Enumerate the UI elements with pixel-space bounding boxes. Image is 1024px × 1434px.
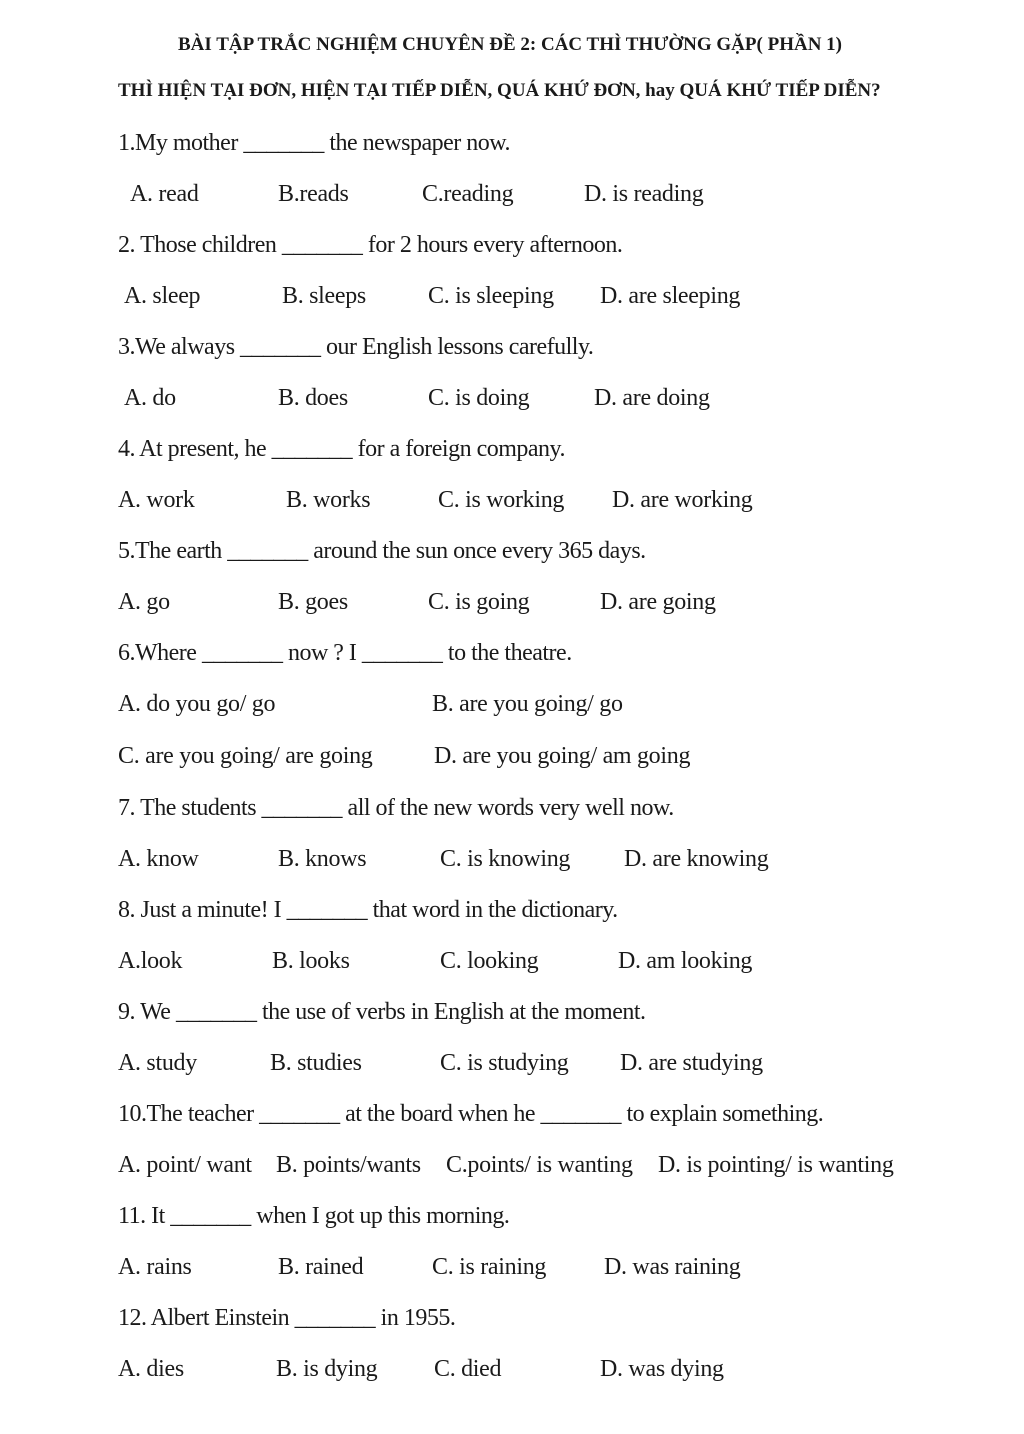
question-8: 8. Just a minute! I _______ that word in the dictionary. [118,897,618,923]
q2-option-c: C. is sleeping [428,283,554,309]
question-6: 6.Where _______ now ? I _______ to the theatre. [118,640,572,666]
q2-option-b: B. sleeps [282,283,366,309]
q11-option-a: A. rains [118,1254,192,1280]
q11-option-b: B. rained [278,1254,364,1280]
q11-option-c: C. is raining [432,1254,547,1280]
q8-option-b: B. looks [272,948,350,974]
question-5: 5.The earth _______ around the sun once every 365 days. [118,538,646,564]
q7-option-c: C. is knowing [440,846,571,872]
q10-option-c: C.points/ is wanting [446,1152,633,1178]
question-10: 10.The teacher _______ at the board when he _______ to explain something. [118,1101,824,1127]
q6-option-c: C. are you going/ are going [118,743,373,769]
q6-option-b: B. are you going/ go [432,691,623,717]
question-9: 9. We _______ the use of verbs in English at the moment. [118,999,646,1025]
q5-option-a: A. go [118,589,170,615]
worksheet-title: BÀI TẬP TRẮC NGHIỆM CHUYÊN ĐỀ 2: CÁC THÌ THƯỜNG GẶP( PHẦN 1) [178,34,842,55]
q3-option-d: D. are doing [594,385,710,411]
q5-option-d: D. are going [600,589,716,615]
question-7: 7. The students _______ all of the new words very well now. [118,795,674,821]
q8-option-d: D. am looking [618,948,753,974]
q2-option-a: A. sleep [124,283,201,309]
question-12: 12. Albert Einstein _______ in 1955. [118,1305,456,1331]
q9-option-c: C. is studying [440,1050,569,1076]
question-1: 1.My mother _______ the newspaper now. [118,130,511,156]
q8-option-c: C. looking [440,948,539,974]
q1-option-b: B.reads [278,181,349,207]
q6-option-a: A. do you go/ go [118,691,276,717]
q7-option-b: B. knows [278,846,367,872]
q12-option-c: C. died [434,1356,502,1382]
q5-option-b: B. goes [278,589,348,615]
q12-option-a: A. dies [118,1356,184,1382]
question-2: 2. Those children _______ for 2 hours every afternoon. [118,232,623,258]
q12-option-b: B. is dying [276,1356,378,1382]
q4-option-b: B. works [286,487,371,513]
q1-option-a: A. read [130,181,199,207]
q9-option-a: A. study [118,1050,197,1076]
q1-option-c: C.reading [422,181,514,207]
q9-option-b: B. studies [270,1050,362,1076]
q2-option-d: D. are sleeping [600,283,741,309]
q3-option-a: A. do [124,385,176,411]
q3-option-c: C. is doing [428,385,530,411]
q10-option-a: A. point/ want [118,1152,252,1178]
question-3: 3.We always _______ our English lessons carefully. [118,334,594,360]
q10-option-b: B. points/wants [276,1152,421,1178]
q1-option-d: D. is reading [584,181,704,207]
q8-option-a: A.look [118,948,183,974]
worksheet-subtitle: THÌ HIỆN TẠI ĐƠN, HIỆN TẠI TIẾP DIỄN, QUÁ KHỨ ĐƠN, hay QUÁ KHỨ TIẾP DIỄN? [118,80,881,101]
q9-option-d: D. are studying [620,1050,763,1076]
question-11: 11. It _______ when I got up this morning. [118,1203,510,1229]
q4-option-c: C. is working [438,487,565,513]
question-4: 4. At present, he _______ for a foreign company. [118,436,565,462]
q3-option-b: B. does [278,385,348,411]
q7-option-a: A. know [118,846,199,872]
q10-option-d: D. is pointing/ is wanting [658,1152,894,1178]
q7-option-d: D. are knowing [624,846,769,872]
q12-option-d: D. was dying [600,1356,724,1382]
q5-option-c: C. is going [428,589,530,615]
q4-option-a: A. work [118,487,195,513]
q6-option-d: D. are you going/ am going [434,743,691,769]
q4-option-d: D. are working [612,487,753,513]
q11-option-d: D. was raining [604,1254,741,1280]
